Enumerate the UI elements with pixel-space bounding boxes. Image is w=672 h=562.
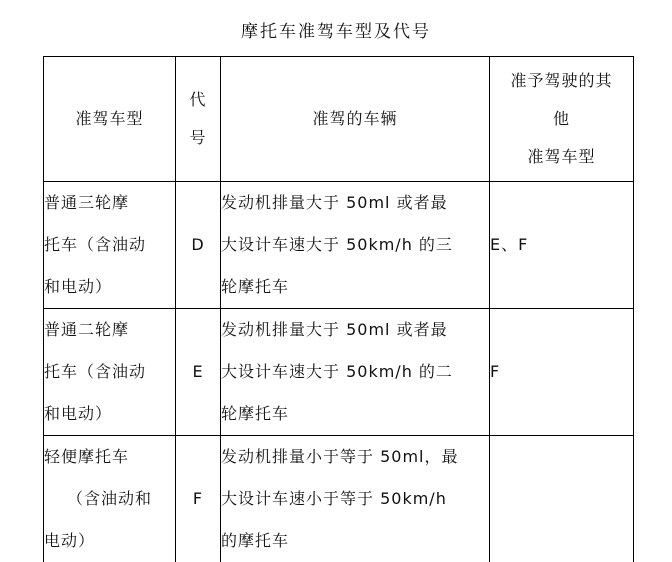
cell-code: F bbox=[176, 436, 221, 562]
cell-permitted-vehicles: 发动机排量大于 50ml 或者最 大设计车速大于 50km/h 的二 轮摩托车 bbox=[221, 309, 490, 436]
header-code: 代 号 bbox=[176, 57, 221, 182]
header-permitted-vehicles: 准驾的车辆 bbox=[221, 57, 490, 182]
cell-other-permitted-types: F bbox=[490, 309, 634, 436]
table-header-row bbox=[44, 57, 634, 182]
cell-other-permitted-types: E、F bbox=[490, 182, 634, 309]
document-title: 摩托车准驾车型及代号 bbox=[0, 18, 672, 46]
table-row bbox=[44, 182, 634, 309]
cell-code: D bbox=[176, 182, 221, 309]
cell-license-type: 轻便摩托车 （含油动和 电动） bbox=[44, 436, 176, 562]
table-row bbox=[44, 309, 634, 436]
cell-license-type: 普通三轮摩 托车（含油动 和电动） bbox=[44, 182, 176, 309]
header-other-permitted-types: 准予驾驶的其 他 准驾车型 bbox=[490, 57, 634, 182]
cell-permitted-vehicles: 发动机排量大于 50ml 或者最 大设计车速大于 50km/h 的三 轮摩托车 bbox=[221, 182, 490, 309]
table-row bbox=[44, 436, 634, 562]
header-license-type: 准驾车型 bbox=[44, 57, 176, 182]
cell-other-permitted-types bbox=[490, 436, 634, 562]
cell-license-type: 普通二轮摩 托车（含油动 和电动） bbox=[44, 309, 176, 436]
cell-permitted-vehicles: 发动机排量小于等于 50ml，最 大设计车速小于等于 50km/h 的摩托车 bbox=[221, 436, 490, 562]
cell-code: E bbox=[176, 309, 221, 436]
license-class-table bbox=[43, 56, 634, 562]
